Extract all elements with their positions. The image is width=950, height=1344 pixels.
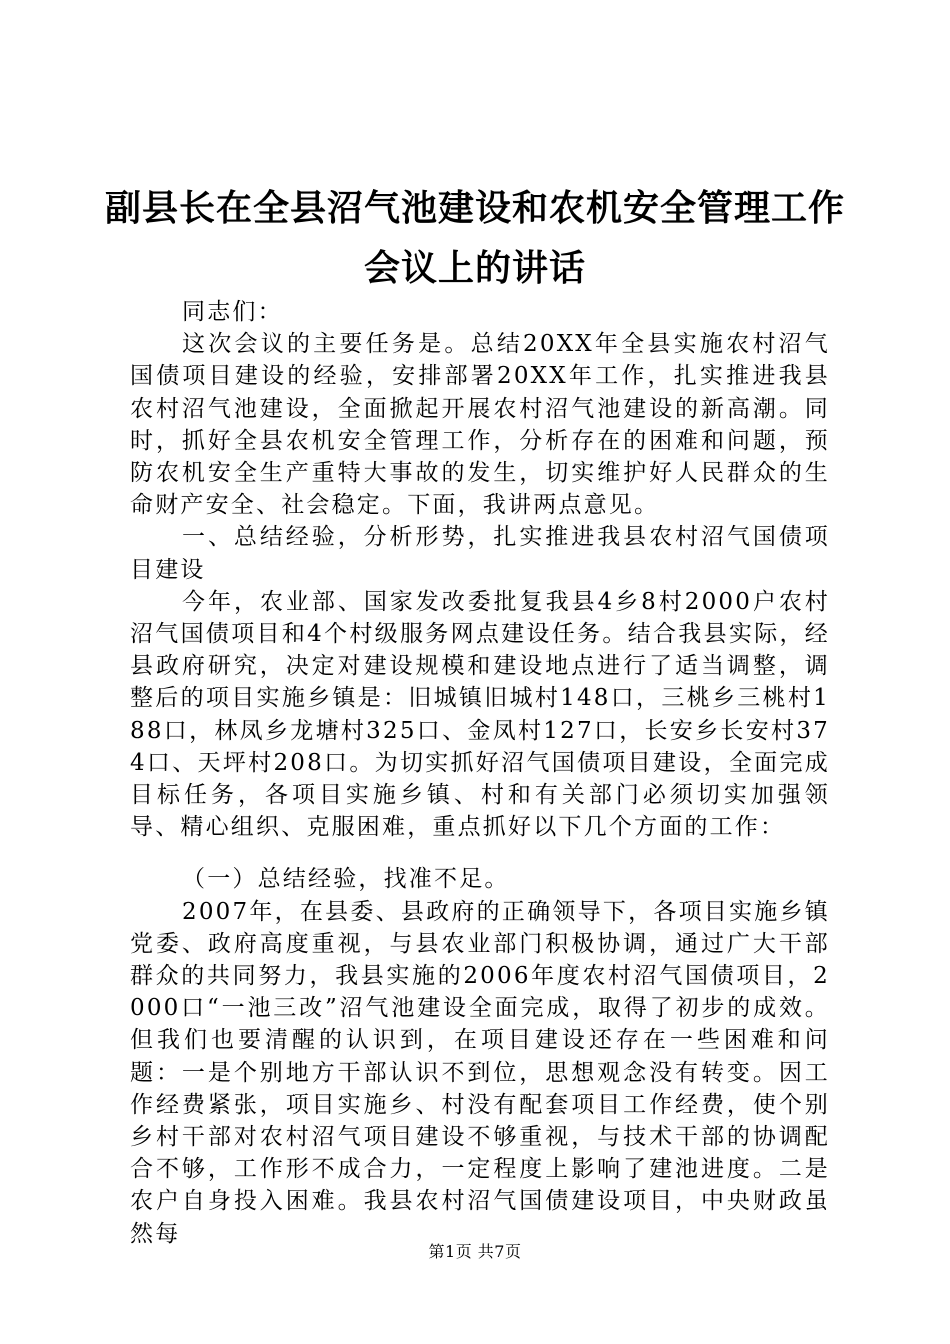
section-heading-1: 一、总结经验，分析形势，扎实推进我县农村沼气国债项目建设	[130, 524, 830, 583]
subsection-heading-1: （一）总结经验，找准不足。	[182, 866, 510, 893]
document-body	[130, 296, 830, 1250]
paragraph-project-overview: 今年，农业部、国家发改委批复我县4乡8村2000户农村沼气国债项目和4个村级服务网点建设任务。结合我县实际，经县政府研究，决定对建设规模和建设地点进行了适当调整，调整后的项目实施乡镇是：旧城镇旧城村148口，三桃乡三桃村188口，林凤乡龙塘村325口、金凤村127口，长安乡长安村374口、天坪村208口。为切实抓好沼气国债项目建设，全面完成目标任务，各项目实施乡镇、村和有关部门必须切实加强领导、精心组织、克服困难，重点抓好以下几个方面的工作：	[130, 588, 830, 841]
document-title-line-2: 会议上的讲话	[363, 247, 586, 289]
document-title-line-1: 副县长在全县沼气池建设和农机安全管理工作	[104, 187, 845, 229]
page-footer: 第1页 共7页	[428, 1242, 522, 1261]
paragraph-intro: 这次会议的主要任务是。总结20XX年全县实施农村沼气国债项目建设的经验，安排部署20XX年工作，扎实推进我县农村沼气池建设，全面掀起开展农村沼气池建设的新高潮。同时，抓好全县农机安全管理工作，分析存在的困难和问题，预防农机安全生产重特大事故的发生，切实维护好人民群众的生命财产安全、社会稳定。下面，我讲两点意见。	[130, 331, 830, 519]
greeting: 同志们：	[182, 299, 283, 325]
paragraph-summary: 2007年，在县委、县政府的正确领导下，各项目实施乡镇党委、政府高度重视，与县农业部门积极协调，通过广大干部群众的共同努力，我县实施的2006年度农村沼气国债项目，2000口“一池三改”沼气池建设全面完成，取得了初步的成效。但我们也要清醒的认识到，在项目建设还存在一些困难和问题：一是个别地方干部认识不到位，思想观念没有转变。因工作经费紧张，项目实施乡、村没有配套项目工作经费，使个别乡村干部对农村沼气项目建设不够重视，与技术干部的协调配合不够，工作形不成合力，一定程度上影响了建池进度。二是农户自身投入困难。我县农村沼气国债建设项目，中央财政虽然每	[130, 898, 830, 1247]
